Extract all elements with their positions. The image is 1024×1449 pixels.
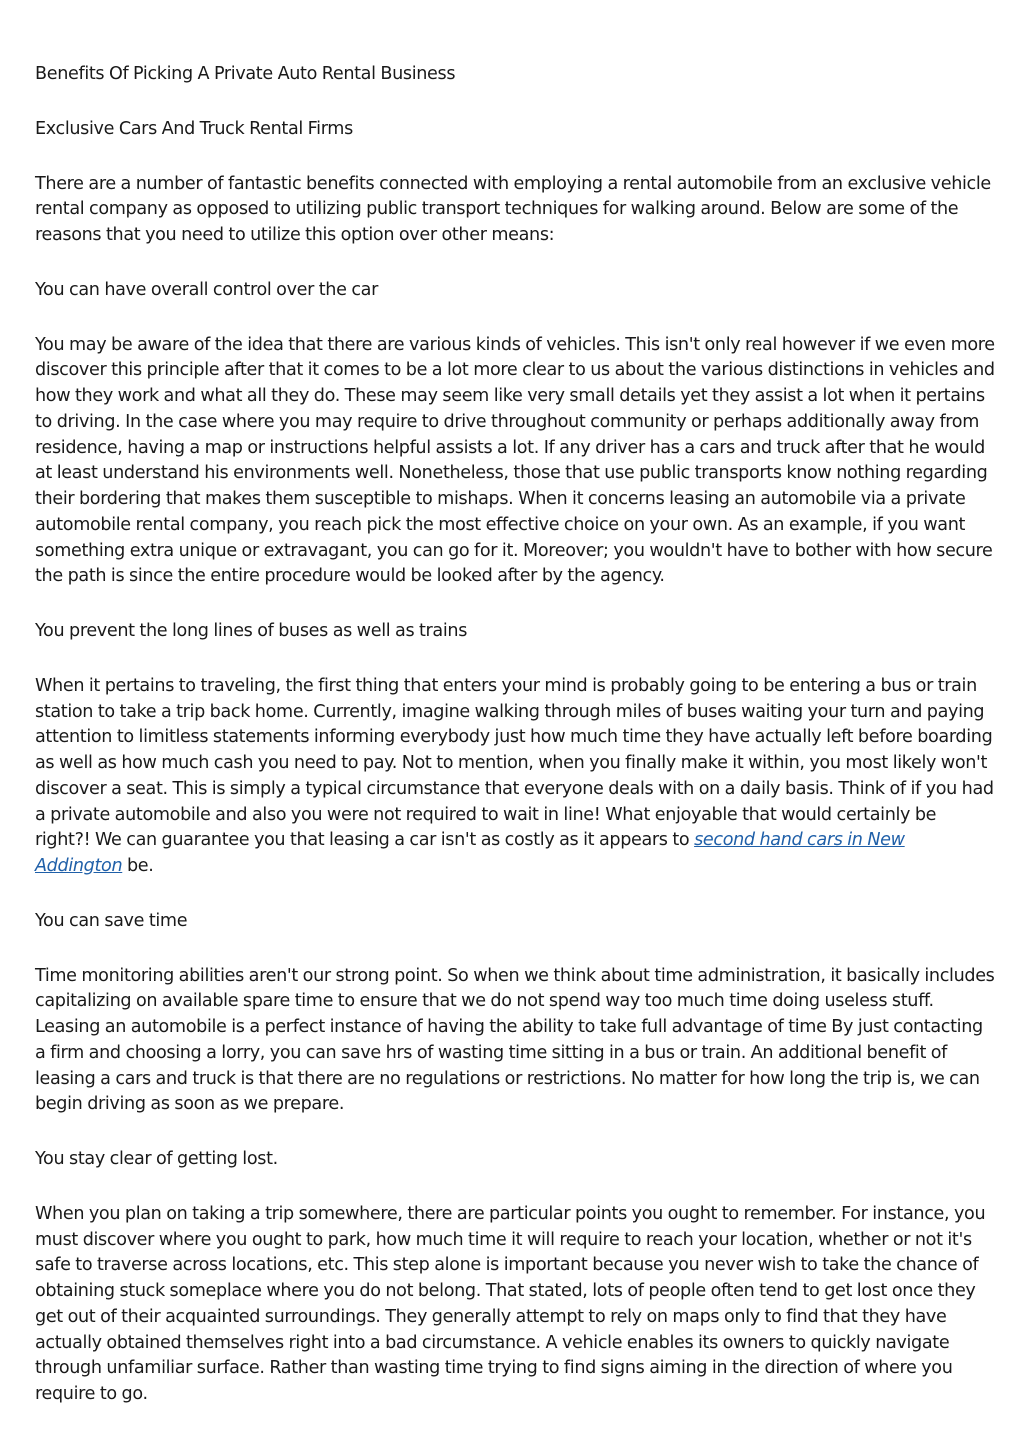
paragraph-lines-text: When it pertains to traveling, the first thing that enters your mind is probably going to be entering a bus or train station to take a trip back home. Currently, imagine walking through miles of buses waiting your turn and paying attention to limitless statements informing everybody just how much time they have actually left before boarding as well as how much cash you need to pay. Not to mention, when you finally make it within, you most likely won't discover a seat. This is simply a typical circumstance that everyone deals with on a daily basis. Think of if you had a private automobile and also you were not required to wait in line! What enjoyable that would certainly be right?! We can guarantee you that leasing a car isn't as costly as it appears to <box>35 675 994 851</box>
document-subtitle: Exclusive Cars And Truck Rental Firms <box>35 118 353 139</box>
second-hand-cars-link[interactable]: second hand cars in New Addington <box>35 830 905 876</box>
document-title: Benefits Of Picking A Private Auto Rental Business <box>35 64 456 84</box>
section-heading-lost: You stay clear of getting lost. <box>35 1149 278 1169</box>
section-heading-lines: You prevent the long lines of buses as well as trains <box>35 621 468 641</box>
paragraph-lost: When you plan on taking a trip somewhere, there are particular points you ought to remember. For instance, you must discover where you ought to park, how much time it will require to reach your location, whether or not it's safe to traverse across locations, etc. This step alone is important because you never wish to take the chance of obtaining stuck someplace where you do not belong. That stated, lots of people often tend to get lost once they get out of their acquainted surroundings. They generally attempt to rely on maps only to find that they have actually obtained themselves right into a bad circumstance. A vehicle enables its owners to quickly navigate through unfamiliar surface. Rather than wasting time trying to find signs aiming in the direction of where you require to go. <box>35 1203 986 1404</box>
paragraph-lines-tail: be. <box>122 856 154 876</box>
section-heading-time: You can save time <box>35 910 188 931</box>
document-body <box>35 62 995 1437</box>
intro-paragraph: There are a number of fantastic benefits connected with employing a rental automobile from an exclusive vehicle rental company as opposed to utilizing public transport techniques for walking around. Below are some of the reasons that you need to utilize this option over other means: <box>35 173 991 245</box>
section-heading-control: You can have overall control over the car <box>35 279 378 300</box>
paragraph-control: You may be aware of the idea that there are various kinds of vehicles. This isn't only real however if we even more discover this principle after that it comes to be a lot more clear to us about the various distinctions in vehicles and how they work and what all they do. These may seem like very small details yet they assist a lot when it pertains to driving. In the case where you may require to drive throughout community or perhaps additionally away from residence, having a map or instructions helpful assists a lot. If any driver has a cars and truck after that he would at least understand his environments well. Nonetheless, those that use public transports know nothing regarding their bordering that makes them susceptible to mishaps. When it concerns leasing an automobile via a private automobile rental company, you reach pick the most effective choice on your own. As an example, if you want something extra unique or extravagant, you can go for it. Moreover; you wouldn't have to bother with how secure the path is since the entire procedure would be looked after by the agency. <box>35 334 995 587</box>
paragraph-lines <box>35 674 995 880</box>
paragraph-time: Time monitoring abilities aren't our strong point. So when we think about time administration, it basically includes capitalizing on available spare time to ensure that we do not spend way too much time doing useless stuff. Leasing an automobile is a perfect instance of having the ability to take full advantage of time By just contacting a firm and choosing a lorry, you can save hrs of wasting time sitting in a bus or train. An additional benefit of leasing a cars and truck is that there are no regulations or restrictions. No matter for how long the trip is, we can begin driving as soon as we prepare. <box>35 965 995 1115</box>
